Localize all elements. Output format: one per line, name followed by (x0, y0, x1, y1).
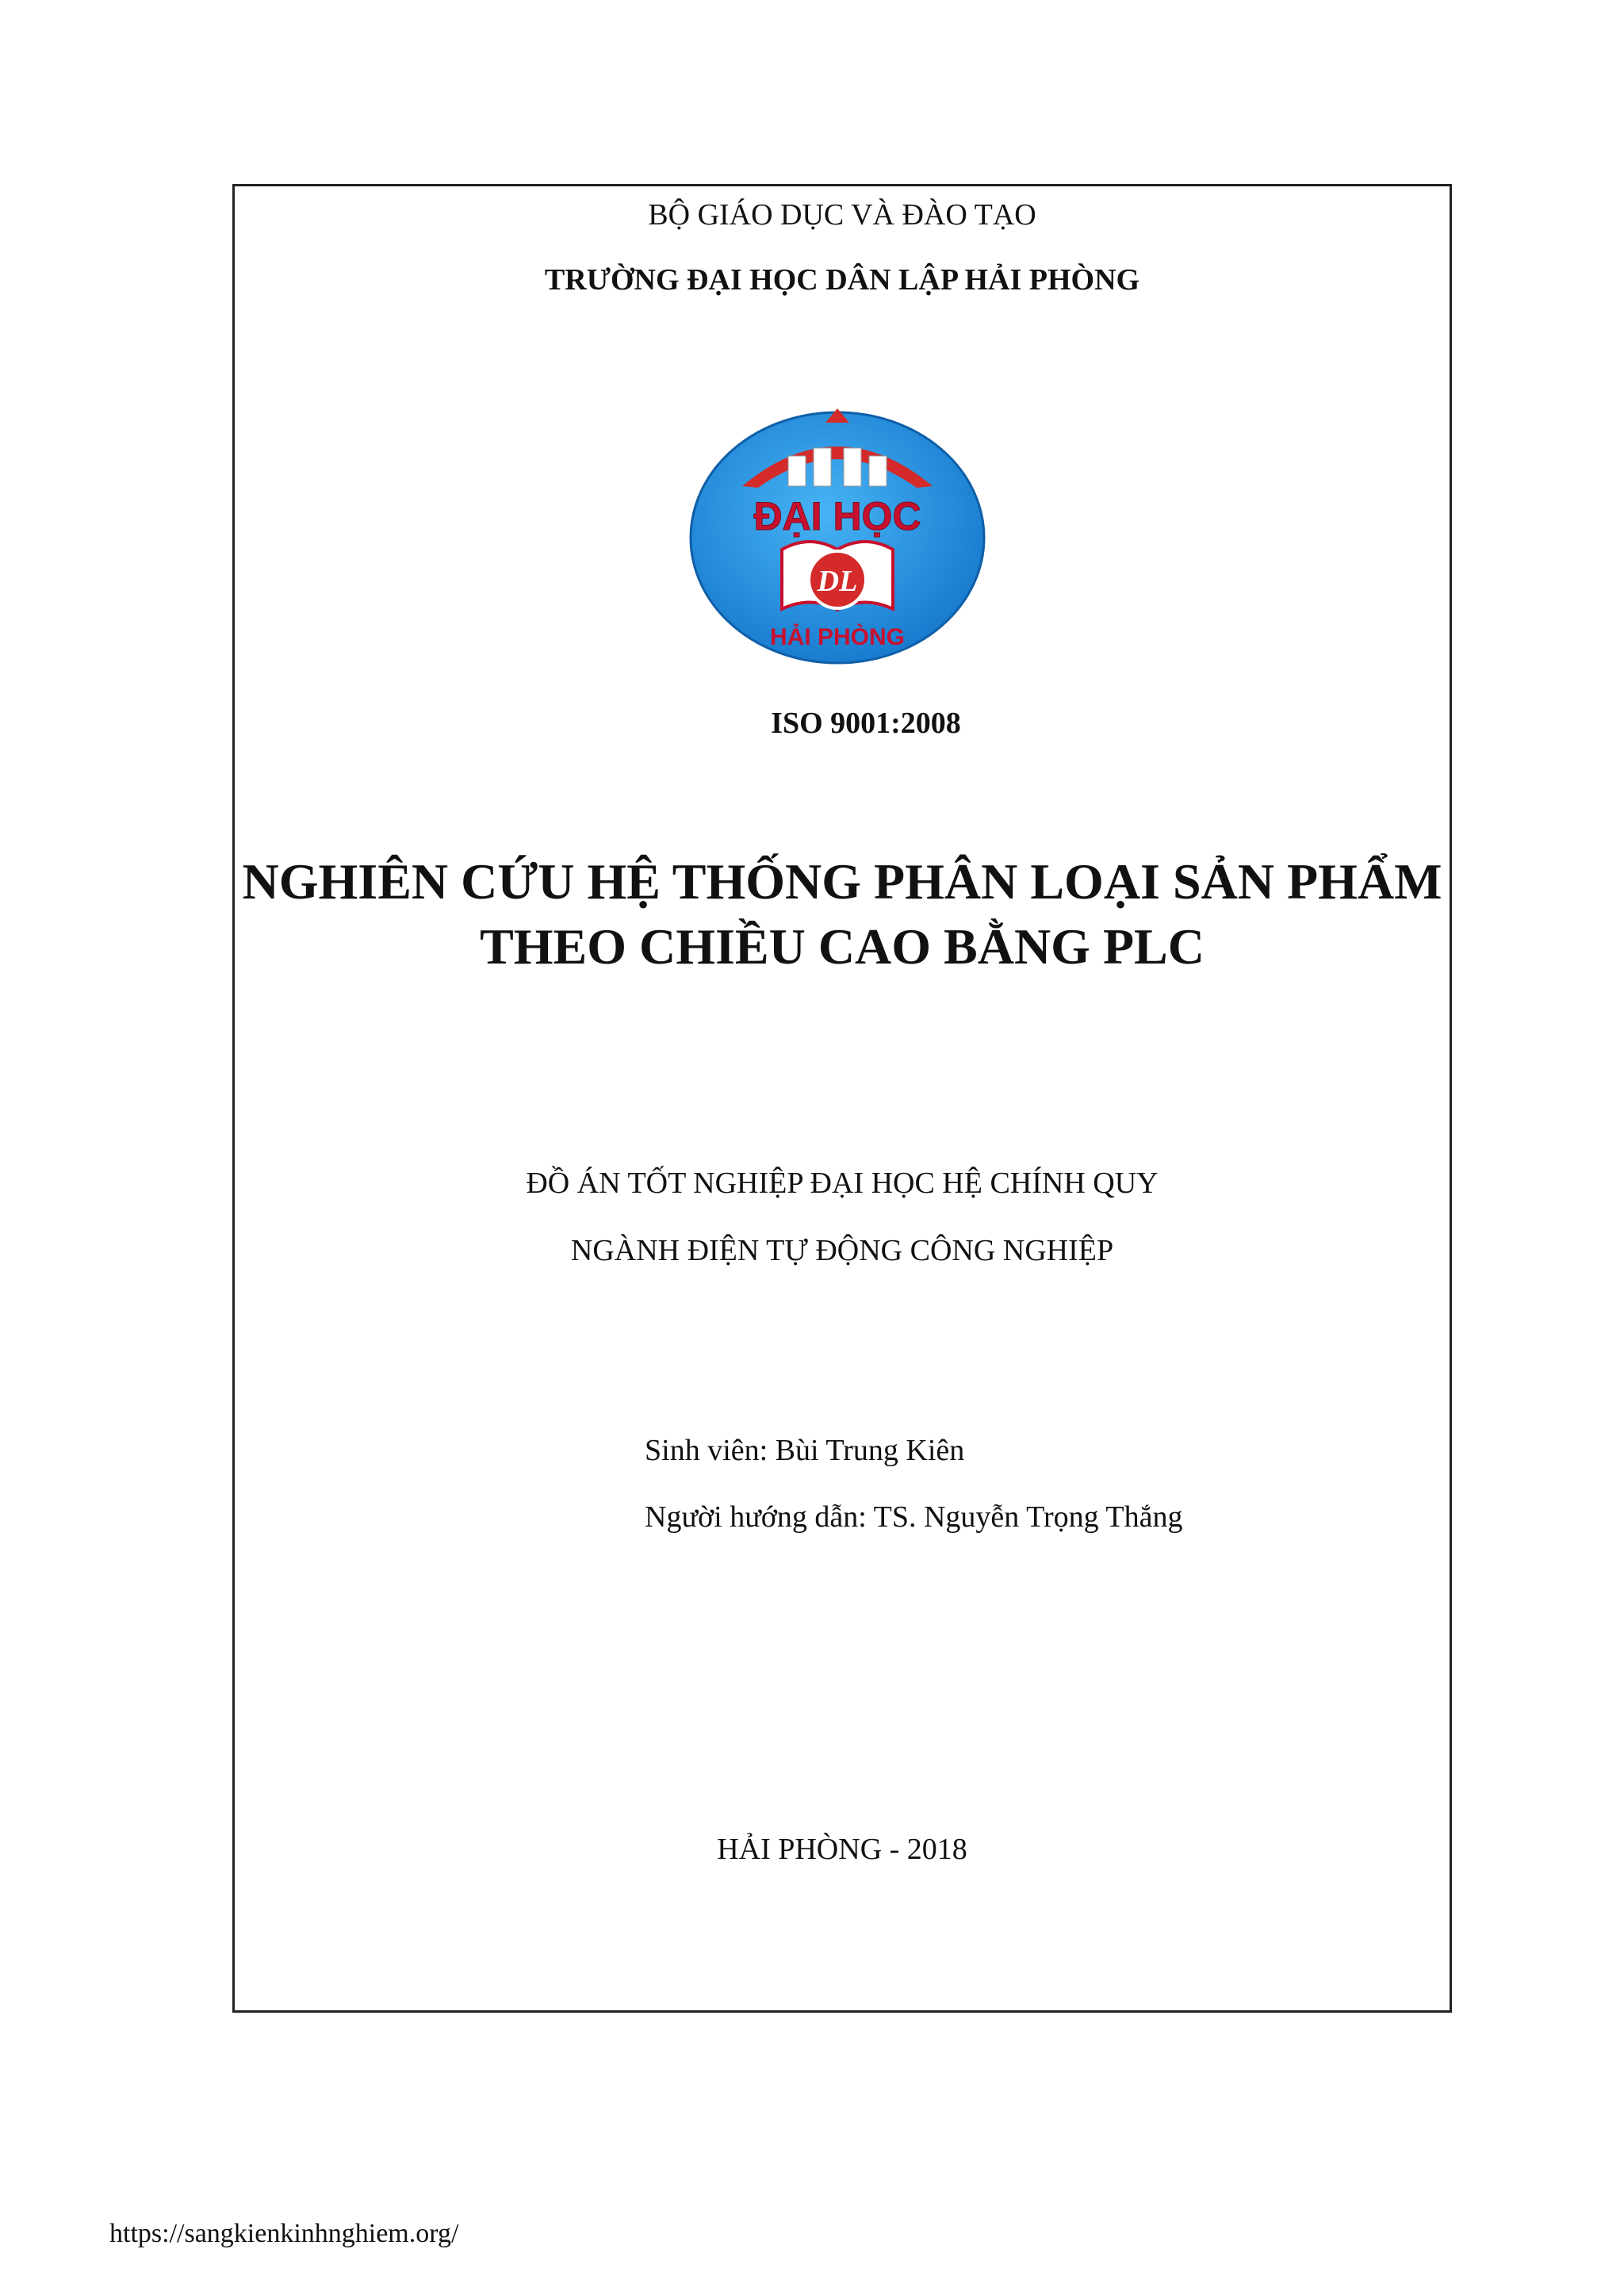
logo-monogram: DL (817, 565, 858, 598)
logo-top-text: ĐẠI HỌC (753, 494, 921, 538)
footer-url[interactable]: https://sangkienkinhnghiem.org/ (109, 2219, 459, 2248)
place-year: HẢI PHÒNG - 2018 (717, 1833, 967, 1866)
ministry-name: BỘ GIÁO DỤC VÀ ĐÀO TẠO (648, 198, 1036, 232)
major-name: NGÀNH ĐIỆN TỰ ĐỘNG CÔNG NGHIỆP (570, 1234, 1114, 1267)
logo-bottom-text: HẢI PHÒNG (769, 624, 906, 650)
school-name: TRƯỜNG ĐẠI HỌC DÂN LẬP HẢI PHÒNG (544, 263, 1140, 297)
university-logo (687, 399, 988, 669)
advisor-line: Người hướng dẫn: TS. Nguyễn Trọng Thắng (645, 1500, 1183, 1534)
thesis-type: ĐỒ ÁN TỐT NGHIỆP ĐẠI HỌC HỆ CHÍNH QUY (526, 1167, 1159, 1200)
cover-frame (232, 184, 1452, 2013)
thesis-title-line-2: THEO CHIỀU CAO BẰNG PLC (480, 918, 1205, 975)
student-line: Sinh viên: Bùi Trung Kiên (645, 1434, 965, 1467)
thesis-title-line-1: NGHIÊN CỨU HỆ THỐNG PHÂN LOẠI SẢN PHẨM (242, 853, 1442, 910)
iso-certification: ISO 9001:2008 (771, 707, 961, 740)
